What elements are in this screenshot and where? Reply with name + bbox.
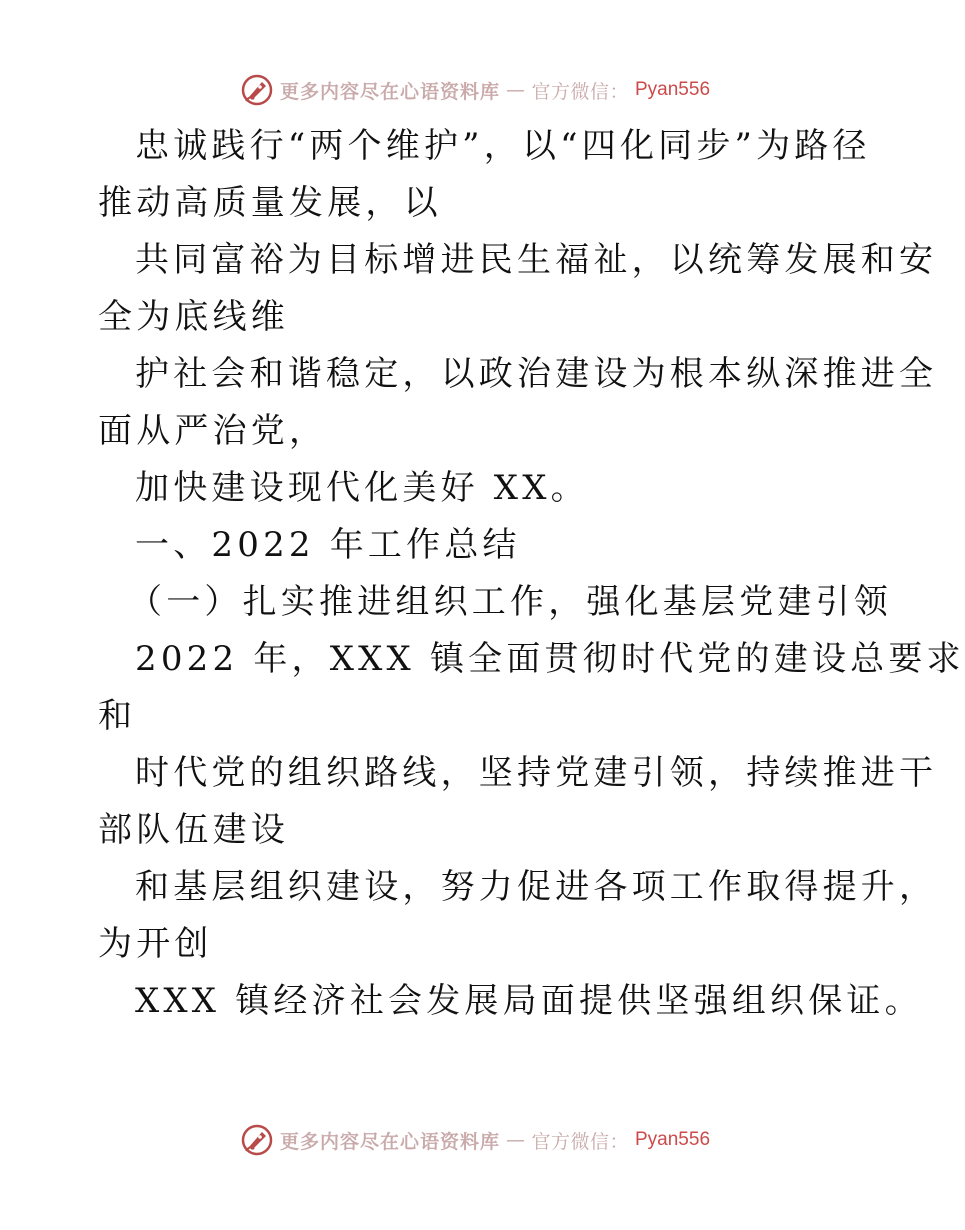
pen-nib-logo-icon <box>240 73 274 107</box>
watermark-wechat-id: Pyan556 <box>635 1129 711 1150</box>
pen-nib-logo-icon <box>240 1123 274 1157</box>
watermark-text: 更多内容尽在心语资料库 <box>279 1130 500 1153</box>
body-line: 和基层组织建设，努力促进各项工作取得提升， <box>135 867 938 907</box>
watermark-wechat-id: Pyan556 <box>635 79 711 100</box>
body-line: XXX 镇经济社会发展局面提供坚强组织保证。 <box>135 981 923 1021</box>
body-line: 全为底线维 <box>98 297 289 337</box>
subsection-heading: （一）扎实推进组织工作，强化基层党建引领 <box>128 582 892 622</box>
body-line: 推动高质量发展，以 <box>98 183 442 223</box>
watermark-wechat-label: 官方微信： <box>531 1130 629 1153</box>
document-body <box>98 118 965 1030</box>
watermark-text: 更多内容尽在心语资料库 <box>279 80 500 103</box>
body-line: 忠诚践行“两个维护”，以“四化同步”为路径 <box>135 126 871 166</box>
section-heading: 一、2022 年工作总结 <box>135 525 521 565</box>
body-line: 时代党的组织路线，坚持党建引领，持续推进干 <box>135 753 938 793</box>
body-line: 加快建设现代化美好 XX。 <box>135 468 589 508</box>
watermark-wechat-label: 官方微信： <box>531 80 629 103</box>
watermark-dash: — <box>505 1129 526 1151</box>
body-line: 为开创 <box>98 924 213 964</box>
header-watermark <box>0 70 950 110</box>
body-line: 2022 年，XXX 镇全面贯彻时代党的建设总要求 <box>135 639 965 679</box>
body-line: 共同富裕为目标增进民生福祉，以统筹发展和安 <box>135 240 938 280</box>
footer-watermark <box>0 1120 950 1160</box>
body-line: 部队伍建设 <box>98 810 289 850</box>
watermark-dash: — <box>505 79 526 101</box>
body-line: 护社会和谐稳定，以政治建设为根本纵深推进全 <box>135 354 938 394</box>
body-line: 面从严治党， <box>98 411 328 451</box>
body-line: 和 <box>98 696 137 736</box>
